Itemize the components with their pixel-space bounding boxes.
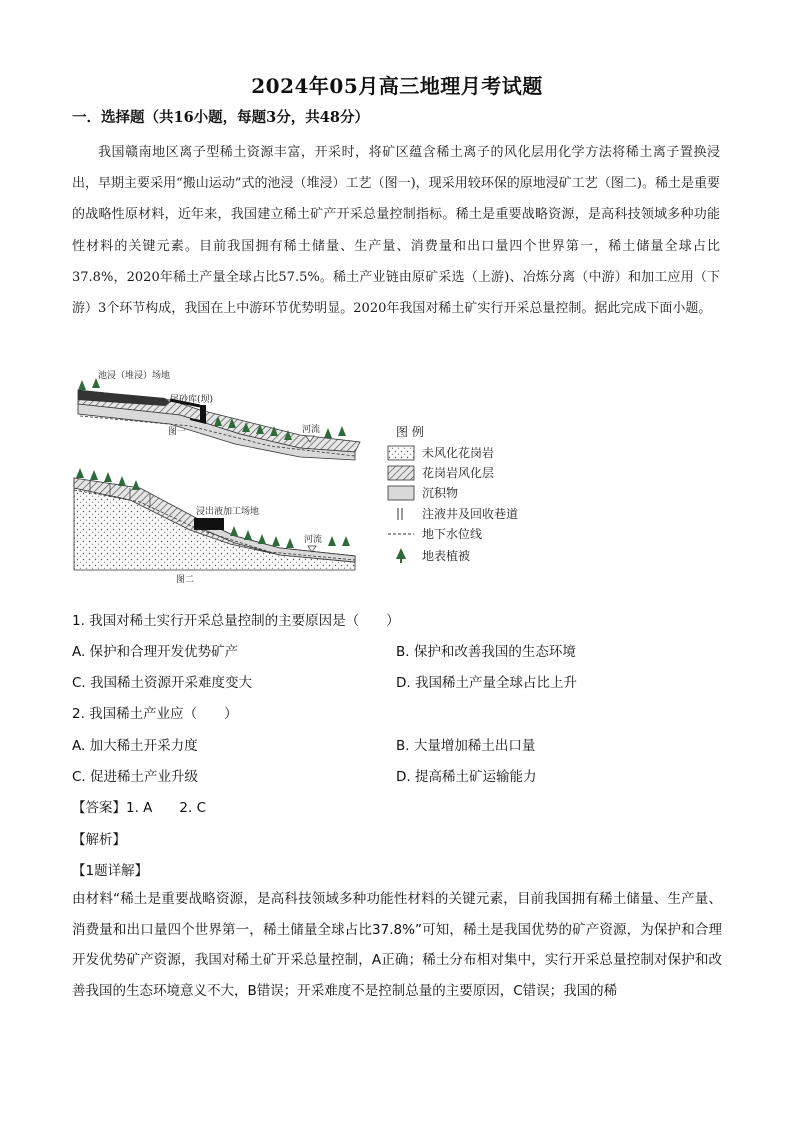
analysis-label: 【解析】 (72, 832, 126, 848)
q1-option-a: A. 保护和合理开发优势矿产 (72, 644, 239, 660)
tailings-label: 尾砂库(坝) (170, 395, 214, 405)
legend-injection-well: 注液井及回收巷道 (422, 507, 519, 521)
answer-label: 【答案】 (72, 800, 126, 816)
geology-figure (70, 360, 540, 592)
passage-text: 我国赣南地区离子型稀土资源丰富，开采时，将矿区蕴含稀土离子的风化层用化学方法将稀土离子置换浸出，早期主要采用“搬山运动”式的池浸（堆浸）工艺（图一)，现采用较环保的原地浸矿工艺（图二)。稀土是重要的战略性原材料，近年来，我国建立稀土矿产开采总量控制指标。稀土是重要战略资源，是高科技领域多种功能性材料的关键元素。目前我国拥有稀土储量、生产量、消费量和出口量四个世界第一，稀土储量全球占比37.8%，2020年稀土产量全球占比57.5%。稀土产业链由原矿采选（上游)、冶炼分离（中游）和加工应用（下游）3个环节构成，我国在上中游环节优势明显。2020年我国对稀土矿实行开采总量控制。据此完成下面小题。 (72, 145, 720, 317)
question-2-stem: 2. 我国稀土产业应（ ） (72, 706, 238, 722)
question-1-stem: 1. 我国对稀土实行开采总量控制的主要原因是（ ） (72, 613, 400, 629)
q2-option-d: D. 提高稀土矿运输能力 (396, 769, 537, 785)
page-title: 2024年05月高三地理月考试题 (251, 74, 543, 98)
q1-option-b: B. 保护和改善我国的生态环境 (396, 644, 576, 660)
river-one-label: 河流 (302, 425, 321, 435)
answer-line (72, 796, 206, 816)
q2-option-b: B. 大量增加稀土出口量 (396, 738, 536, 754)
pool-label: 池浸（堆浸）场地 (98, 371, 171, 381)
legend-title: 图 例 (396, 425, 424, 439)
q2-option-a: A. 加大稀土开采力度 (72, 738, 198, 754)
legend-sediment: 沉积物 (422, 486, 459, 500)
figure-one-diagram (78, 369, 360, 460)
explanation-text: 由材料“稀土是重要战略资源，是高科技领域多种功能性材料的关键元素，目前我国拥有稀土储量、生产量、消费量和出口量四个世界第一，稀土储量全球占比37.8%”可知，稀土是我国优势的矿产资源，为保护和合理开发优势矿产资源，我国对稀土矿开采总量控制，A正确；稀土分布相对集中，实行开采总量控制对保护和改善我国的生态环境意义不大，B错误；开采难度不是控制总量的主要原因，C错误；我国的稀 (72, 891, 722, 999)
section-heading: 一．选择题（共16小题，每题3分，共48分） (72, 109, 369, 126)
leach-site-label: 浸出液加工场地 (196, 507, 260, 517)
figure-two-label: 图二 (176, 575, 195, 585)
legend-unweathered: 未风化花岗岩 (422, 446, 495, 460)
figure-two-diagram (74, 468, 355, 585)
figure-legend (388, 424, 518, 563)
q1-option-c: C. 我国稀土资源开采难度变大 (72, 675, 253, 691)
answer-text: 1. A 2. C (126, 800, 207, 816)
q1-option-d: D. 我国稀土产量全球占比上升 (396, 675, 577, 691)
detail-label: 【1题详解】 (72, 863, 149, 879)
legend-weathered: 花岗岩风化层 (422, 466, 495, 480)
q2-option-c: C. 促进稀土产业升级 (72, 769, 199, 785)
figure-one-label: 图一 (168, 427, 187, 437)
river-two-label: 河流 (304, 535, 323, 545)
legend-water-table: 地下水位线 (422, 527, 483, 541)
legend-vegetation: 地表植被 (422, 549, 471, 563)
